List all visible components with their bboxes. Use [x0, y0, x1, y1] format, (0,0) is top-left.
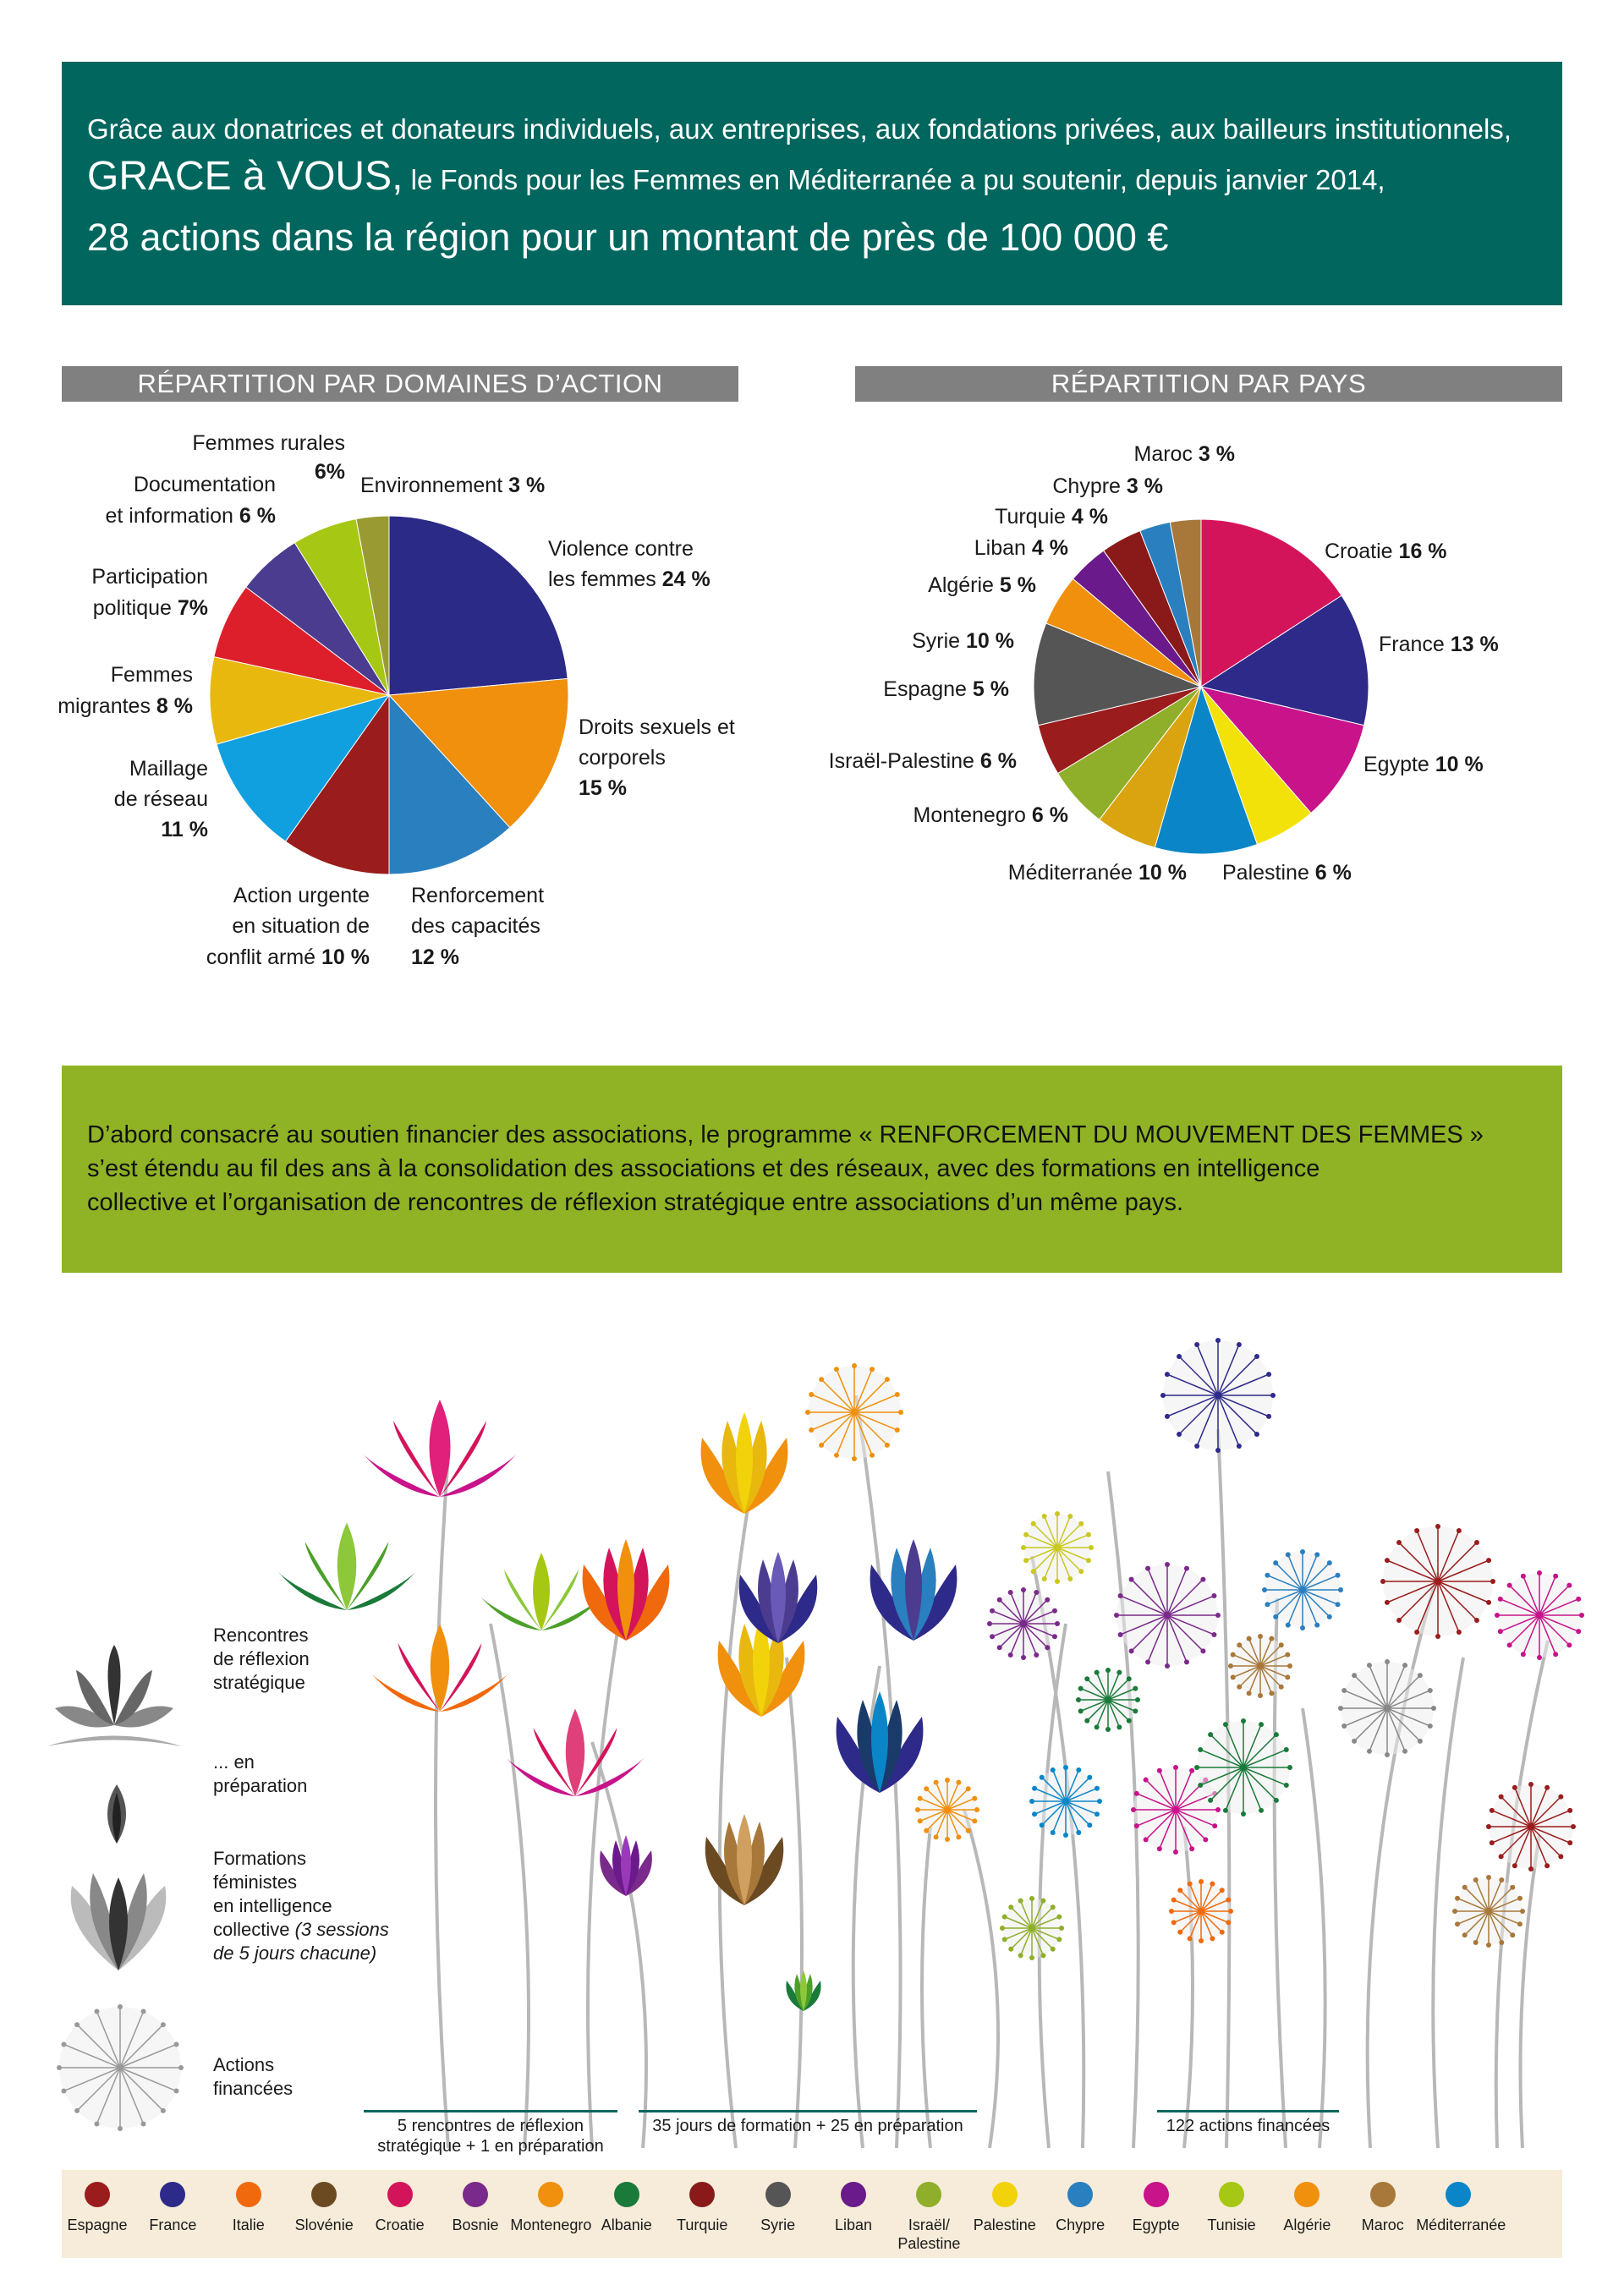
intro-line-2-rest: le Fonds pour les Femmes en Méditerranée a pu soutenir, depuis janvier 2014, [403, 164, 1385, 195]
domains-pie [210, 516, 568, 874]
country-dot [1294, 2182, 1320, 2207]
country-name: France [149, 2217, 197, 2233]
label-action-1: Action urgente [233, 884, 370, 907]
dandelion-10 [1338, 1659, 1436, 1757]
country-dot [614, 2182, 639, 2207]
program-line-2: s’est étendu au fil des ans à la consolidation des associations et des réseaux, avec des formations en intelligence [87, 1155, 1320, 1182]
dandelion-16 [1486, 1782, 1576, 1871]
tulip-navy [837, 1691, 924, 1793]
label-renf-2: des capacités [411, 914, 540, 938]
country-dot [1144, 2182, 1169, 2207]
tulip-blue [739, 1552, 818, 1643]
dandelion-14 [915, 1778, 979, 1842]
dandelion-0 [805, 1363, 903, 1461]
tulip-brown [705, 1814, 784, 1905]
formations-legend-icon [71, 1873, 167, 1970]
countries-label-9: Algérie 5 % [928, 573, 1036, 597]
countries-label-8: Syrie 10 % [912, 629, 1014, 653]
dandelion-13 [1194, 1718, 1292, 1817]
lotus-magenta [507, 1709, 644, 1797]
countries-label-6: Israël-Palestine 6 % [828, 749, 1017, 773]
countries-label-13: Maroc 3 % [1133, 442, 1235, 466]
countries-label-4: Méditerranée 10 % [1007, 861, 1187, 885]
country-legend-item [508, 2170, 593, 2234]
pie-charts [0, 0, 1624, 1015]
label-rur-1: Femmes rurales [192, 431, 345, 455]
country-name: Méditerranée [1416, 2217, 1506, 2233]
country-legend-item [1341, 2170, 1425, 2234]
country-legend-item [886, 2170, 971, 2253]
label-rur-pct: 6% [314, 460, 345, 484]
label-droits-2: corporels [579, 746, 666, 770]
dandelion-9 [1495, 1570, 1584, 1660]
domains-chart-title: RÉPARTITION PAR DOMAINES D’ACTION [62, 366, 738, 402]
country-name: Israël/ [908, 2217, 950, 2233]
bud-purple [600, 1835, 652, 1896]
country-legend-item [1265, 2170, 1349, 2234]
flower-stems [436, 1395, 1548, 2148]
program-banner [62, 1066, 1562, 1273]
label-maillage-2: de réseau [113, 787, 208, 811]
label-renf-pct: 12 % [411, 945, 459, 969]
countries-chart-title: RÉPARTITION PAR PAYS [855, 366, 1562, 402]
dandelion-8 [1380, 1524, 1495, 1639]
dandelion-11 [1029, 1765, 1102, 1838]
country-legend-item [963, 2170, 1047, 2234]
country-name: Liban [834, 2217, 873, 2233]
label-env: Environnement 3 % [360, 474, 546, 497]
label-action-3: conflit armé 10 % [206, 945, 370, 969]
dandelion-5 [1114, 1562, 1221, 1669]
dandelion-15 [1169, 1879, 1233, 1943]
dandelion-6 [1262, 1549, 1343, 1630]
bud-green [786, 1970, 820, 2011]
country-dot [916, 2182, 941, 2207]
country-name: Palestine [973, 2217, 1036, 2233]
country-name: Algérie [1283, 2217, 1331, 2233]
label-violence-1: Violence contre [548, 537, 694, 561]
countries-label-12: Chypre 3 % [1052, 474, 1163, 498]
dandelion-1 [1021, 1511, 1094, 1584]
country-dot [1219, 2182, 1244, 2207]
countries-label-5: Montenegro 6 % [913, 803, 1068, 827]
dandelions [805, 1338, 1584, 1960]
country-legend-item [433, 2170, 518, 2234]
countries-pie [1034, 519, 1369, 854]
country-dot [236, 2182, 261, 2207]
country-name: Chypre [1056, 2217, 1106, 2233]
country-legend-item [282, 2170, 366, 2234]
legend-formations: Formations féministes en intelligence collective (3 sessions de 5 jours chacune) [213, 1848, 389, 1964]
country-name: Turquie [677, 2217, 728, 2233]
tulip-yellow [701, 1412, 788, 1514]
country-legend-item [660, 2170, 744, 2234]
country-legend-item [1114, 2170, 1199, 2234]
countries-label-1: France 13 % [1379, 633, 1499, 656]
country-legend-item [206, 2170, 291, 2234]
dandelion-4 [1076, 1668, 1140, 1732]
country-name: Espagne [67, 2217, 128, 2233]
country-name: Bosnie [452, 2217, 499, 2233]
count-actions: 122 actions financées [1157, 2110, 1339, 2136]
legend-rencontres: Rencontres de réflexion stratégique [213, 1625, 310, 1693]
rencontres-legend-icon [47, 1645, 182, 1746]
program-line-3: collective et l’organisation de rencontres de réflexion stratégique entre associations d’un même pays. [87, 1189, 1184, 1216]
country-dot [992, 2182, 1018, 2207]
country-name: Syrie [760, 2217, 796, 2233]
countries-label-11: Turquie 4 % [995, 505, 1108, 529]
country-dot [160, 2182, 185, 2207]
label-maillage-pct: 11 % [161, 818, 208, 841]
country-name-2: Palestine [897, 2235, 961, 2252]
label-droits-pct: 15 % [579, 776, 627, 800]
lotus-pink [364, 1400, 516, 1497]
country-dot [85, 2182, 110, 2207]
label-part-1: Participation [91, 565, 208, 589]
intro-line-3: 28 actions dans la région pour un montant de près de 100 000 € [87, 216, 1169, 259]
label-maillage-1: Maillage [129, 757, 208, 781]
country-dot [463, 2182, 488, 2207]
country-legend-item [584, 2170, 669, 2234]
label-renf-1: Renforcement [411, 884, 545, 907]
country-dot [1446, 2182, 1471, 2207]
country-name: Italie [232, 2217, 265, 2233]
country-dot [1067, 2182, 1093, 2207]
dandelion-7 [1228, 1634, 1292, 1698]
dandelion-2 [1160, 1338, 1276, 1453]
lotus-orange [371, 1625, 508, 1712]
label-migr-1: Femmes [110, 663, 193, 687]
countries-label-7: Espagne 5 % [883, 677, 1009, 701]
count-rencontres: 5 rencontres de réflexion stratégique + 1 en préparation [364, 2110, 617, 2156]
actions-legend-dandelion [57, 2004, 184, 2131]
label-doc-2: et information 6 % [105, 504, 276, 528]
country-legend-item [736, 2170, 820, 2234]
country-name: Egypte [1132, 2217, 1180, 2233]
label-part-2: politique 7% [92, 596, 208, 620]
label-doc-1: Documentation [133, 473, 276, 496]
dandelion-3 [987, 1587, 1060, 1660]
legend-actions: Actions financées [213, 2054, 294, 2099]
label-migr-2: migrantes 8 % [58, 694, 193, 718]
program-line-1: D’abord consacré au soutien financier des associations, le programme « RENFORCEMENT DU MOUVEMENT DES FEMMES » [87, 1121, 1484, 1148]
country-legend-item [1416, 2170, 1506, 2234]
legend-preparation: ... en préparation [213, 1751, 308, 1796]
dandelion-18 [1000, 1896, 1064, 1960]
country-name: Montenegro [510, 2217, 592, 2233]
count-formation: 35 jours de formation + 25 en préparation [639, 2110, 977, 2136]
actions-legend-icon [57, 2004, 184, 2131]
country-legend-item [55, 2170, 140, 2234]
country-name: Croatie [375, 2217, 425, 2233]
flower-illustration [0, 1302, 1624, 2165]
intro-line-1: Grâce aux donatrices et donateurs individuels, aux entreprises, aux fondations privées, aux bailleurs institutionnels, [87, 113, 1512, 145]
country-dot [841, 2182, 866, 2207]
country-dot [1370, 2182, 1396, 2207]
label-violence-2: les femmes 24 % [548, 567, 710, 591]
country-legend-item [1038, 2170, 1122, 2234]
country-name: Albanie [601, 2217, 652, 2233]
country-dot [538, 2182, 563, 2207]
country-name: Tunisie [1207, 2217, 1256, 2233]
country-legend-item [358, 2170, 442, 2234]
label-droits-1: Droits sexuels et [579, 715, 735, 739]
country-dot [387, 2182, 413, 2207]
country-dot [765, 2182, 791, 2207]
label-action-2: en situation de [232, 914, 370, 938]
dandelion-17 [1452, 1875, 1525, 1948]
countries-label-0: Croatie 16 % [1325, 540, 1447, 563]
tulip-red-orange [583, 1539, 670, 1641]
country-legend-item [1189, 2170, 1274, 2234]
lotus-green [278, 1523, 415, 1611]
intro-grace-a-vous: GRACE à VOUS, [87, 154, 403, 199]
countries-label-10: Liban 4 % [974, 536, 1068, 560]
country-legend-item [811, 2170, 896, 2234]
country-dot [311, 2182, 337, 2207]
countries-label-3: Palestine 6 % [1222, 861, 1352, 885]
country-dot [689, 2182, 715, 2207]
countries-label-2: Egypte 10 % [1363, 753, 1484, 776]
preparation-legend-icon [107, 1784, 126, 1844]
country-name: Slovénie [294, 2217, 354, 2233]
country-legend-item [130, 2170, 215, 2234]
country-name: Maroc [1361, 2217, 1404, 2233]
domains-slice-0 [389, 516, 568, 695]
